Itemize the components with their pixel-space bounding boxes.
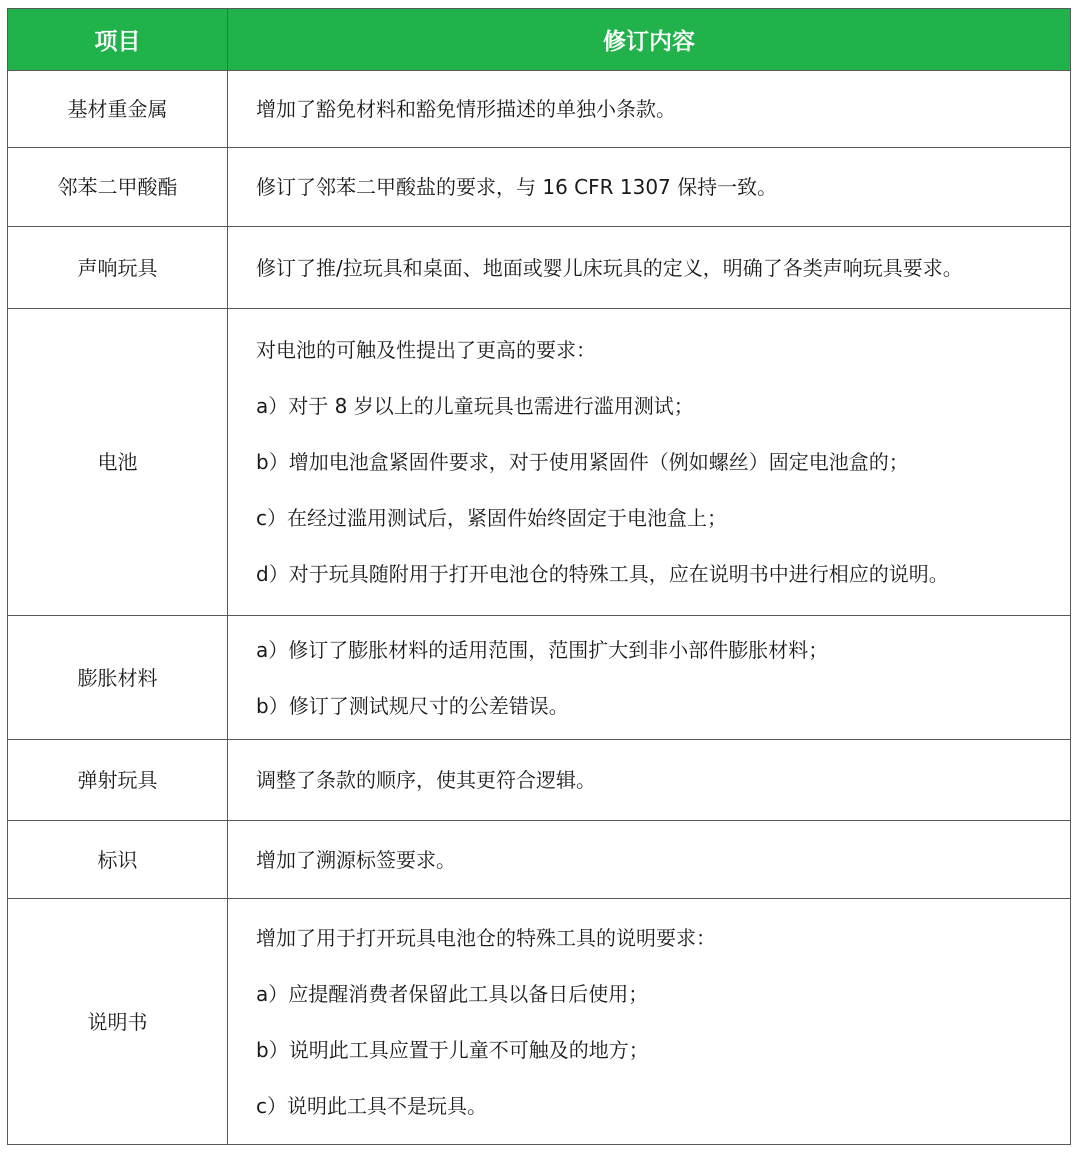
content-line: b）修订了测试规尺寸的公差错误。 (256, 693, 569, 718)
table-row (8, 309, 1071, 616)
content-line: 增加了用于打开玩具电池仓的特殊工具的说明要求： (256, 925, 716, 950)
row-item: 邻苯二甲酸酯 (8, 148, 228, 227)
table-row (8, 71, 1071, 148)
table-header-row (8, 9, 1071, 71)
row-item: 标识 (8, 821, 228, 899)
content-line: 增加了豁免材料和豁免情形描述的单独小条款。 (256, 97, 676, 121)
row-content (228, 71, 1071, 148)
table-row (8, 148, 1071, 227)
content-line: c）在经过滥用测试后，紧固件始终固定于电池盒上； (256, 506, 727, 530)
table-row (8, 899, 1071, 1145)
content-line: d）对于玩具随附用于打开电池仓的特殊工具，应在说明书中进行相应的说明。 (256, 562, 949, 586)
row-item: 基材重金属 (8, 71, 228, 148)
table-row (8, 821, 1071, 899)
row-content (228, 309, 1071, 616)
table-row (8, 616, 1071, 740)
content-line: 调整了条款的顺序，使其更符合逻辑。 (256, 768, 596, 792)
header-content: 修订内容 (228, 9, 1071, 71)
row-item: 电池 (8, 309, 228, 616)
row-content (228, 227, 1071, 309)
row-item: 膨胀材料 (8, 616, 228, 740)
row-item: 弹射玩具 (8, 740, 228, 821)
row-content (228, 148, 1071, 227)
revision-table-container (7, 8, 1070, 1145)
content-line: b）增加电池盒紧固件要求，对于使用紧固件（例如螺丝）固定电池盒的； (256, 450, 909, 474)
row-content (228, 616, 1071, 740)
content-line: 对电池的可触及性提出了更高的要求： (256, 338, 596, 362)
content-line: a）对于 8 岁以上的儿童玩具也需进行滥用测试； (256, 394, 694, 418)
row-item: 说明书 (8, 899, 228, 1145)
content-line: 修订了邻苯二甲酸盐的要求，与 16 CFR 1307 保持一致。 (256, 175, 778, 199)
row-content (228, 899, 1071, 1145)
content-line: 增加了溯源标签要求。 (256, 847, 456, 872)
content-line: 修订了推/拉玩具和桌面、地面或婴儿床玩具的定义，明确了各类声响玩具要求。 (256, 255, 963, 280)
content-line: a）应提醒消费者保留此工具以备日后使用； (256, 981, 649, 1006)
row-content (228, 740, 1071, 821)
header-item: 项目 (8, 9, 228, 71)
table-row (8, 227, 1071, 309)
table-row (8, 740, 1071, 821)
content-line: a）修订了膨胀材料的适用范围，范围扩大到非小部件膨胀材料； (256, 637, 829, 662)
row-item: 声响玩具 (8, 227, 228, 309)
content-line: c）说明此工具不是玩具。 (256, 1093, 487, 1118)
content-line: b）说明此工具应置于儿童不可触及的地方； (256, 1037, 649, 1062)
revision-table (7, 8, 1071, 1145)
row-content (228, 821, 1071, 899)
